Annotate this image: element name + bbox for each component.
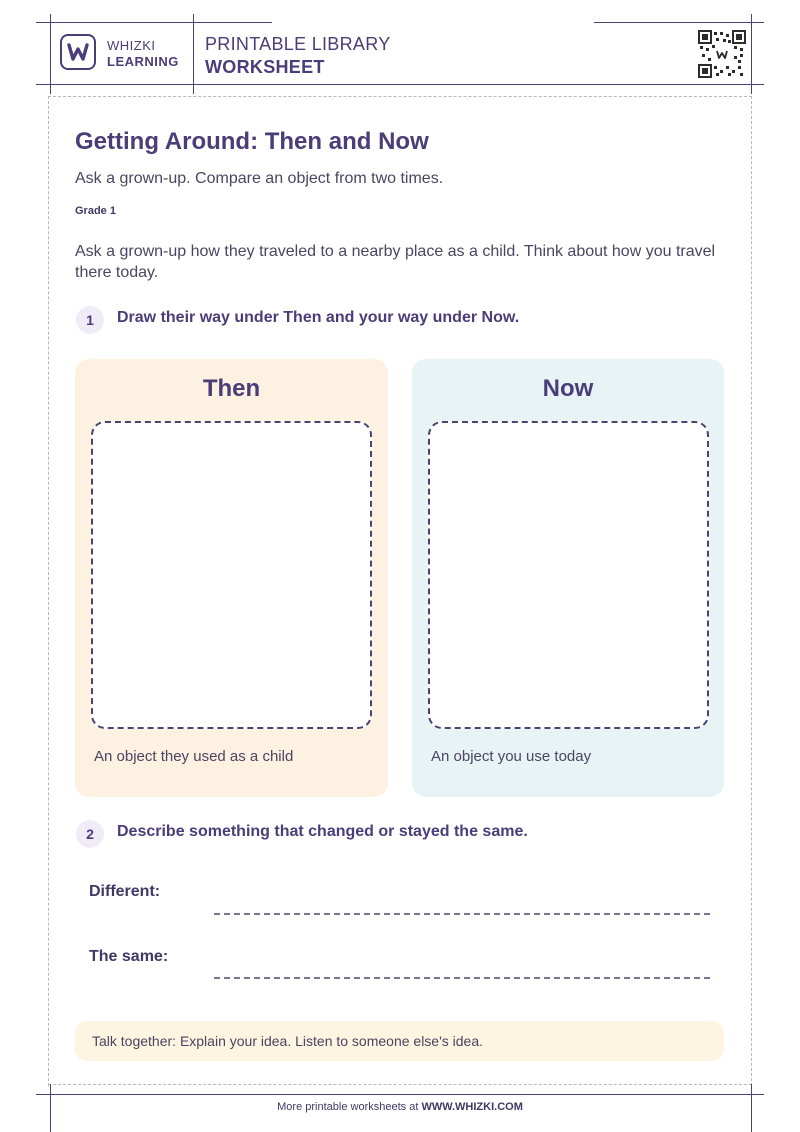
step-1-instruction: Draw their way under Then and your way under Now. (117, 309, 520, 326)
logo-text-learning: LEARNING (107, 54, 179, 69)
footer-url[interactable]: WWW.WHIZKI.COM (421, 1101, 523, 1113)
logo-text-whizki: WHIZKI (107, 38, 156, 53)
step-2-number: 2 (76, 820, 104, 848)
now-caption: An object you use today (431, 748, 592, 765)
now-panel (412, 359, 724, 797)
frame-bottom (48, 1084, 752, 1085)
same-label: The same: (89, 948, 169, 965)
then-caption: An object they used as a child (94, 748, 294, 765)
then-panel (75, 359, 388, 797)
header-divider-mid (193, 14, 194, 94)
header-top-line-right (594, 22, 764, 23)
then-title: Then (202, 375, 261, 402)
footer-line (36, 1094, 764, 1095)
intro-text: Ask a grown-up how they traveled to a nearby place as a child. Think about how you travel there today. (75, 243, 716, 281)
frame-right (751, 96, 752, 1086)
now-drawing-area[interactable] (428, 421, 709, 729)
footer (0, 1101, 800, 1113)
step-2-instruction: Describe something that changed or stayed the same. (117, 823, 528, 840)
worksheet-subtitle: Ask a grown-up. Compare an object from two times. (75, 170, 444, 187)
header-top-line-left (36, 22, 272, 23)
talk-together-box (75, 1021, 724, 1061)
grade-label: Grade 1 (75, 205, 116, 217)
then-drawing-area[interactable] (91, 421, 372, 729)
step-1-number: 1 (76, 306, 104, 334)
header-bottom-line (36, 84, 764, 85)
same-answer-line[interactable] (214, 977, 710, 979)
different-answer-line[interactable] (214, 913, 710, 915)
whizki-logo-icon (60, 34, 96, 70)
footer-prefix: More printable worksheets at (277, 1101, 422, 1113)
frame-left (48, 96, 49, 1086)
header-divider-right (751, 14, 752, 94)
now-title: Now (542, 375, 594, 402)
library-label: PRINTABLE LIBRARY (205, 34, 391, 54)
frame-top (48, 96, 752, 97)
worksheet-label: WORKSHEET (205, 57, 325, 77)
qr-code-icon (698, 30, 746, 78)
different-label: Different: (89, 883, 161, 900)
header-divider-left (50, 14, 51, 94)
talk-together-text: Talk together: Explain your idea. Listen to someone else's idea. (92, 1033, 484, 1049)
worksheet-title: Getting Around: Then and Now (75, 128, 429, 155)
